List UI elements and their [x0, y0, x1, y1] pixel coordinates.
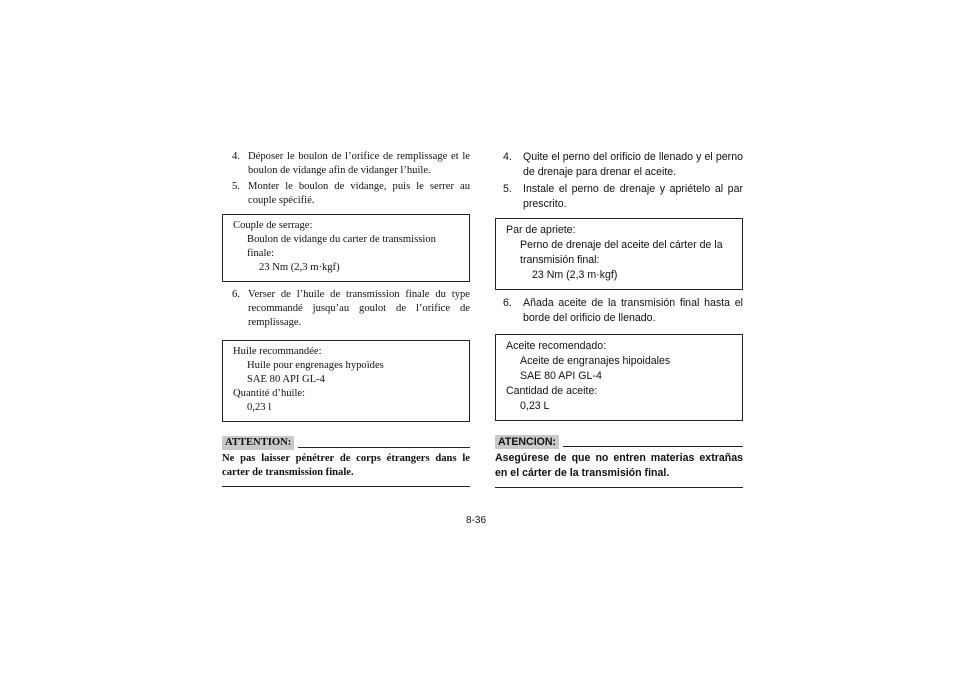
torque-value: 23 Nm (2,3 m·kgf): [532, 269, 618, 281]
torque-item: Boulon de vidange du carter de transmission finale:: [247, 234, 436, 259]
step-number: 4.: [503, 151, 512, 163]
attention-text: Asegúrese de que no entren materias extrañas en el cárter de la transmisión final.: [495, 451, 743, 488]
attention-header: [495, 435, 743, 449]
oil-type-line1: Aceite de engranajes hipoidales: [520, 355, 671, 367]
step-text: Monter le boulon de vidange, puis le serrer au couple spécifié.: [248, 181, 470, 206]
oil-type-line2: SAE 80 API GL-4: [520, 370, 602, 382]
spanish-column: [495, 150, 743, 488]
torque-item: Perno de drenaje del aceite del cárter de la transmisión final:: [520, 239, 723, 266]
oil-spec-box: [222, 340, 470, 422]
attention-block: [222, 436, 470, 487]
oil-label: Huile recommandée:: [233, 346, 322, 357]
attention-title: ATENCION:: [495, 435, 559, 449]
attention-block: [495, 435, 743, 488]
step-number: 5.: [503, 183, 512, 195]
oil-spec-box: [495, 334, 743, 421]
attention-text: Ne pas laisser pénétrer de corps étrangers dans le carter de transmission finale.: [222, 452, 470, 487]
attention-header: [222, 436, 470, 450]
oil-quantity-label: Cantidad de aceite:: [506, 385, 598, 397]
step-5: [495, 182, 743, 212]
page-number: 8-36: [466, 515, 487, 526]
attention-rule: [298, 447, 470, 448]
step-4: [222, 150, 470, 178]
step-text: Déposer le boulon de l’orifice de remplissage et le boulon de vidange afin de vidanger l’huile.: [248, 151, 470, 176]
torque-spec-box: [495, 218, 743, 290]
step-5: [222, 180, 470, 208]
oil-type-line1: Huile pour engrenages hypoïdes: [247, 360, 384, 371]
step-number: 6.: [232, 289, 240, 300]
attention-title: ATTENTION:: [222, 436, 294, 450]
step-4: [495, 150, 743, 180]
oil-quantity-label: Quantité d’huile:: [233, 388, 306, 399]
step-number: 6.: [503, 297, 512, 309]
step-number: 5.: [232, 181, 240, 192]
oil-type-line2: SAE 80 API GL-4: [247, 374, 325, 385]
attention-rule: [563, 446, 743, 447]
torque-spec-box: [222, 214, 470, 282]
step-6: [495, 296, 743, 326]
french-column: [222, 150, 470, 487]
torque-label: Par de apriete:: [506, 224, 576, 236]
oil-quantity-value: 0,23 l: [247, 402, 272, 413]
oil-quantity-value: 0,23 L: [520, 400, 550, 412]
oil-label: Aceite recomendado:: [506, 340, 607, 352]
step-text: Añada aceite de la transmisión final hasta el borde del orificio de llenado.: [523, 297, 743, 324]
step-number: 4.: [232, 151, 240, 162]
step-text: Verser de l’huile de transmission finale du type recommandé jusqu’au goulot de l’orifice de remplissage.: [248, 289, 470, 328]
torque-label: Couple de serrage:: [233, 220, 313, 231]
torque-value: 23 Nm (2,3 m·kgf): [259, 262, 340, 273]
step-text: Instale el perno de drenaje y apriételo al par prescrito.: [523, 183, 743, 210]
step-text: Quite el perno del orificio de llenado y el perno de drenaje para drenar el aceite.: [523, 151, 743, 178]
step-6: [222, 288, 470, 330]
